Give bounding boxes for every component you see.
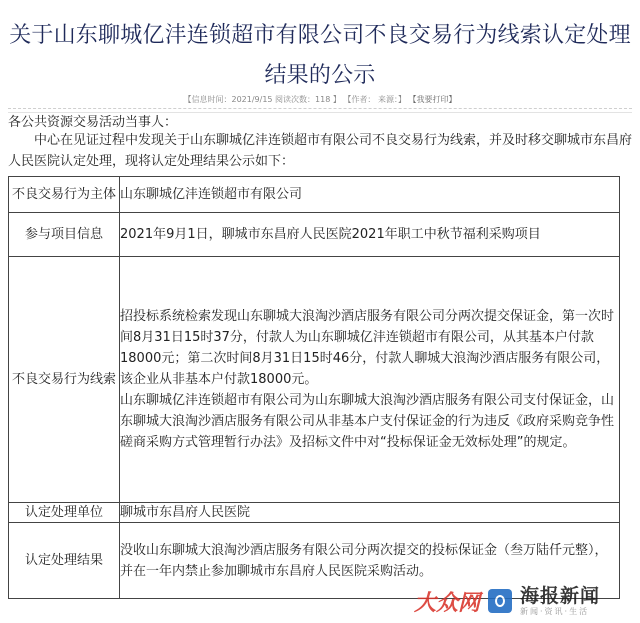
result-table (8, 176, 620, 599)
row-label-result: 认定处理结果 (9, 523, 120, 599)
row-label-project: 参与项目信息 (9, 213, 120, 257)
clue-paragraph: 山东聊城亿沣连锁超市有限公司为山东聊城大浪淘沙酒店服务有限公司支付保证金，山东聊城大浪淘沙酒店服务有限公司从非基本户支付保证金的行为违反《政府采购竞争性磋商采购方式管理暂行办法》及招标文件中对“投标保证金无效标处理”的规定。 (120, 393, 615, 450)
watermark (414, 584, 634, 618)
haibao-logo-icon (488, 589, 512, 613)
clue-paragraph: 招投标系统检索发现山东聊城大浪淘沙酒店服务有限公司分两次提交保证金，第一次时间8月31日15时37分，付款人为山东聊城亿沣连锁超市有限公司，从其基本户付款18000元；第二次时间8月31日15时46分，付款人聊城大浪淘沙酒店服务有限公司，该企业从非基本户付款18000元。 (120, 309, 615, 387)
divider (8, 108, 632, 109)
brand-subtitle: 新闻·资讯·生活 (520, 606, 590, 616)
table-row (9, 503, 620, 523)
meta-author: 【作者： (343, 95, 376, 104)
dzw-logo: 大众网 (414, 589, 481, 616)
row-label-subject: 不良交易行为主体 (9, 177, 120, 213)
haibao-brand (520, 584, 601, 616)
row-label-clue: 不良交易行为线索 (9, 257, 120, 503)
table-row (9, 177, 620, 213)
table-row (9, 213, 620, 257)
intro-paragraph: 中心在见证过程中发现关于山东聊城亿沣连锁超市有限公司不良交易行为线索，并及时移交聊城市东昌府人民医院认定处理，现将认定处理结果公示如下： (8, 133, 633, 169)
row-value-result: 没收山东聊城大浪淘沙酒店服务有限公司分两次提交的投标保证金（叁万陆仟元整），并在一年内禁止参加聊城市东昌府人民医院采购活动。 (120, 523, 620, 599)
brand-name: 海报新闻 (520, 584, 601, 607)
greeting: 各公共资源交易活动当事人： (8, 115, 178, 130)
row-value-project: 2021年9月1日，聊城市东昌府人民医院2021年职工中秋节福利采购项目 (120, 213, 620, 257)
row-value-subject: 山东聊城亿沣连锁超市有限公司 (120, 177, 620, 213)
row-value-unit: 聊城市东昌府人民医院 (120, 503, 620, 523)
meta-post-time: 【信息时间：2021/9/15 阅读次数：118 】 (183, 95, 341, 104)
meta-source: 来源：】 (377, 95, 406, 104)
article-meta (0, 94, 640, 105)
table-row (9, 257, 620, 503)
page-title: 关于山东聊城亿沣连锁超市有限公司不良交易行为线索认定处理结果的公示 (9, 23, 631, 88)
row-value-clue (120, 257, 620, 503)
row-label-unit: 认定处理单位 (9, 503, 120, 523)
print-link[interactable]: 【我要打印】 (408, 95, 457, 104)
